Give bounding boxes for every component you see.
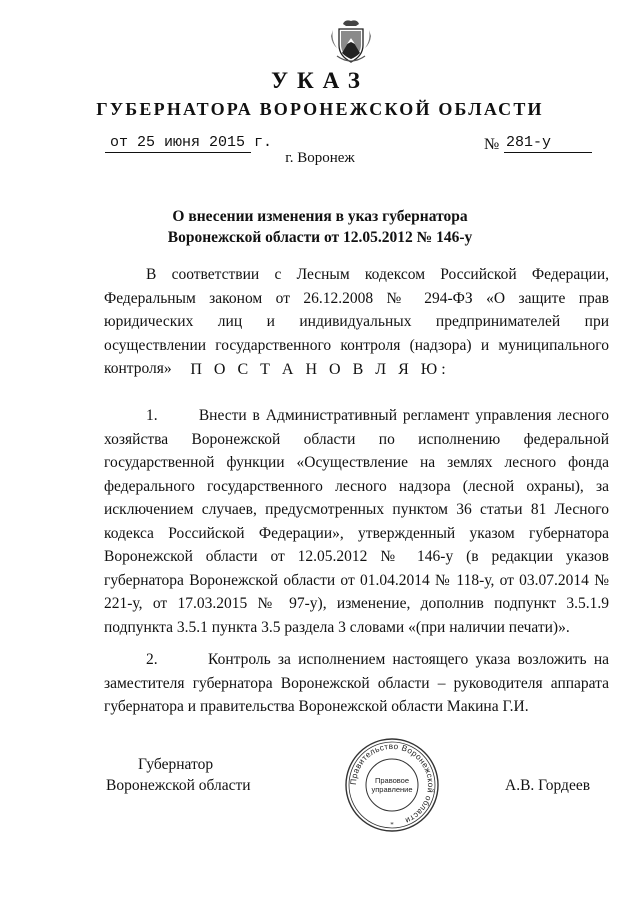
document-date: от 25 июня 2015 г. [110, 134, 273, 151]
document-heading-line-1: О внесении изменения в указ губернатора [172, 208, 468, 225]
decree-item-2 [104, 648, 609, 719]
svg-text:*: * [390, 821, 394, 829]
city-label: г. Воронеж [285, 150, 355, 166]
number-sign: № [484, 136, 500, 153]
preamble-paragraph: В соответствии с Лесным кодексом Российской Федерации, Федеральным законом от 26.12.2008 № 294-ФЗ «О защите прав юридических лиц и индивидуальных предпринимателей при осуществлении государственного контроля (надзора) и муниципального контроля» [104, 266, 609, 377]
stamp-center-line-1: Правовое [374, 776, 410, 785]
stamp-center-line-2: управление [371, 785, 413, 794]
document-heading [0, 206, 640, 248]
legal-department-stamp [342, 735, 442, 835]
decree-item-1-number: 1. [146, 407, 158, 424]
decree-item-1 [104, 404, 609, 639]
document-number: 281-у [506, 134, 552, 151]
signatory-name: А.В. Гордеев [505, 777, 591, 794]
document-heading-line-2: Воронежской области от 12.05.2012 № 146-у [167, 229, 473, 246]
decree-item-2-text: Контроль за исполнением настоящего указа возложить на заместителя губернатора Воронежской области – руководителя аппарата губернатора и правительства Воронежской области Макина Г.И. [104, 651, 609, 715]
signatory-organization: Воронежской области [106, 777, 251, 794]
document-type-title: УКАЗ [271, 68, 369, 93]
decree-item-1-text: Внести в Административный регламент управления лесного хозяйства Воронежской области по исполнению федеральной государственной функции «Осуществление на землях лесного фонда федерального государственного лесного надзора (лесной охраны), за исключением случаев, предусмотренных пунктом 36 статьи 81 Лесного кодекса Российской Федерации», утвержденный указом губернатора Воронежской области от 12.05.2012 № 146-у (в редакции указов губернатора Воронежской области от 01.04.2014 № 118-у, от 03.07.2014 № 221-у, от 17.03.2015 № 97-у), изменение, дополнив подпункт 3.5.1.9 подпункта 3.5.1 пункта 3.5 раздела 3 словами «(при наличии печати)». [104, 407, 609, 636]
decree-item-2-number: 2. [146, 651, 158, 668]
issuer-subtitle: ГУБЕРНАТОРА ВОРОНЕЖСКОЙ ОБЛАСТИ [96, 99, 544, 119]
coat-of-arms-icon [329, 18, 373, 66]
decree-heading: П О С Т А Н О В Л Я Ю: [190, 361, 450, 378]
stamp-ring-text: Правительство Воронежской области [348, 741, 436, 826]
signatory-position: Губернатор [138, 756, 214, 773]
